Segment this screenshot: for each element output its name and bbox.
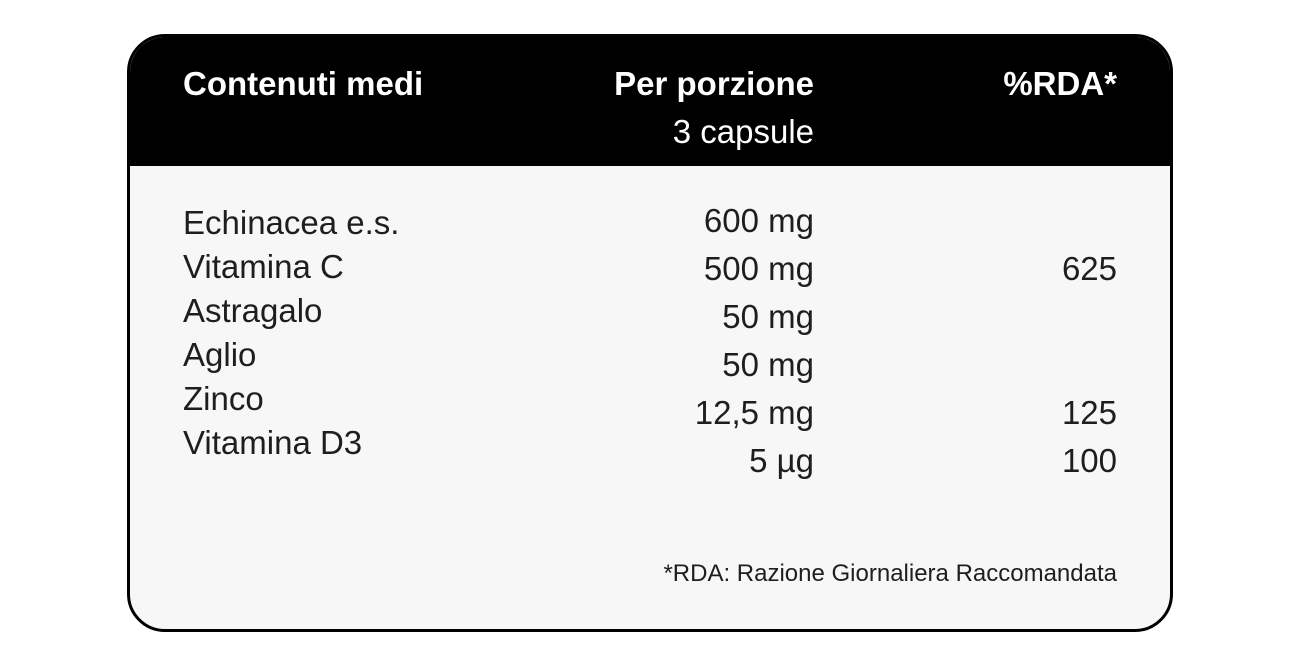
ingredient-name: Aglio [183, 336, 257, 373]
rda-footnote: *RDA: Razione Giornaliera Raccomandata [663, 560, 1117, 587]
ingredient-name: Echinacea e.s. [183, 204, 400, 241]
ingredient-amount: 50 mg [722, 298, 814, 335]
ingredient-name: Zinco [183, 380, 264, 417]
rda-value [1062, 197, 1117, 245]
rda-value: 125 [1061, 394, 1117, 431]
rda-value [1062, 341, 1117, 389]
ingredient-amount: 12,5 mg [694, 394, 814, 431]
header-per-serving-label: Per porzione [614, 65, 814, 102]
header-ingredients-label: Contenuti medi [183, 65, 424, 102]
nutrition-table-card [127, 34, 1173, 632]
ingredient-name: Vitamina C [183, 248, 344, 285]
ingredient-amount: 5 µg [749, 442, 814, 479]
rda-list [1062, 197, 1117, 485]
amount-list [695, 197, 814, 485]
ingredient-list [183, 201, 399, 465]
header-rda-label: %RDA* [1003, 65, 1117, 102]
table-header [130, 37, 1170, 166]
ingredient-amount: 500 mg [703, 250, 814, 287]
rda-value [1062, 293, 1117, 341]
ingredient-amount: 50 mg [722, 346, 814, 383]
header-serving-size: 3 capsule [672, 113, 814, 150]
ingredient-name: Astragalo [183, 292, 323, 329]
ingredient-amount: 600 mg [703, 202, 814, 239]
rda-value: 100 [1061, 442, 1117, 479]
rda-value: 625 [1061, 250, 1117, 287]
ingredient-name: Vitamina D3 [183, 424, 363, 461]
